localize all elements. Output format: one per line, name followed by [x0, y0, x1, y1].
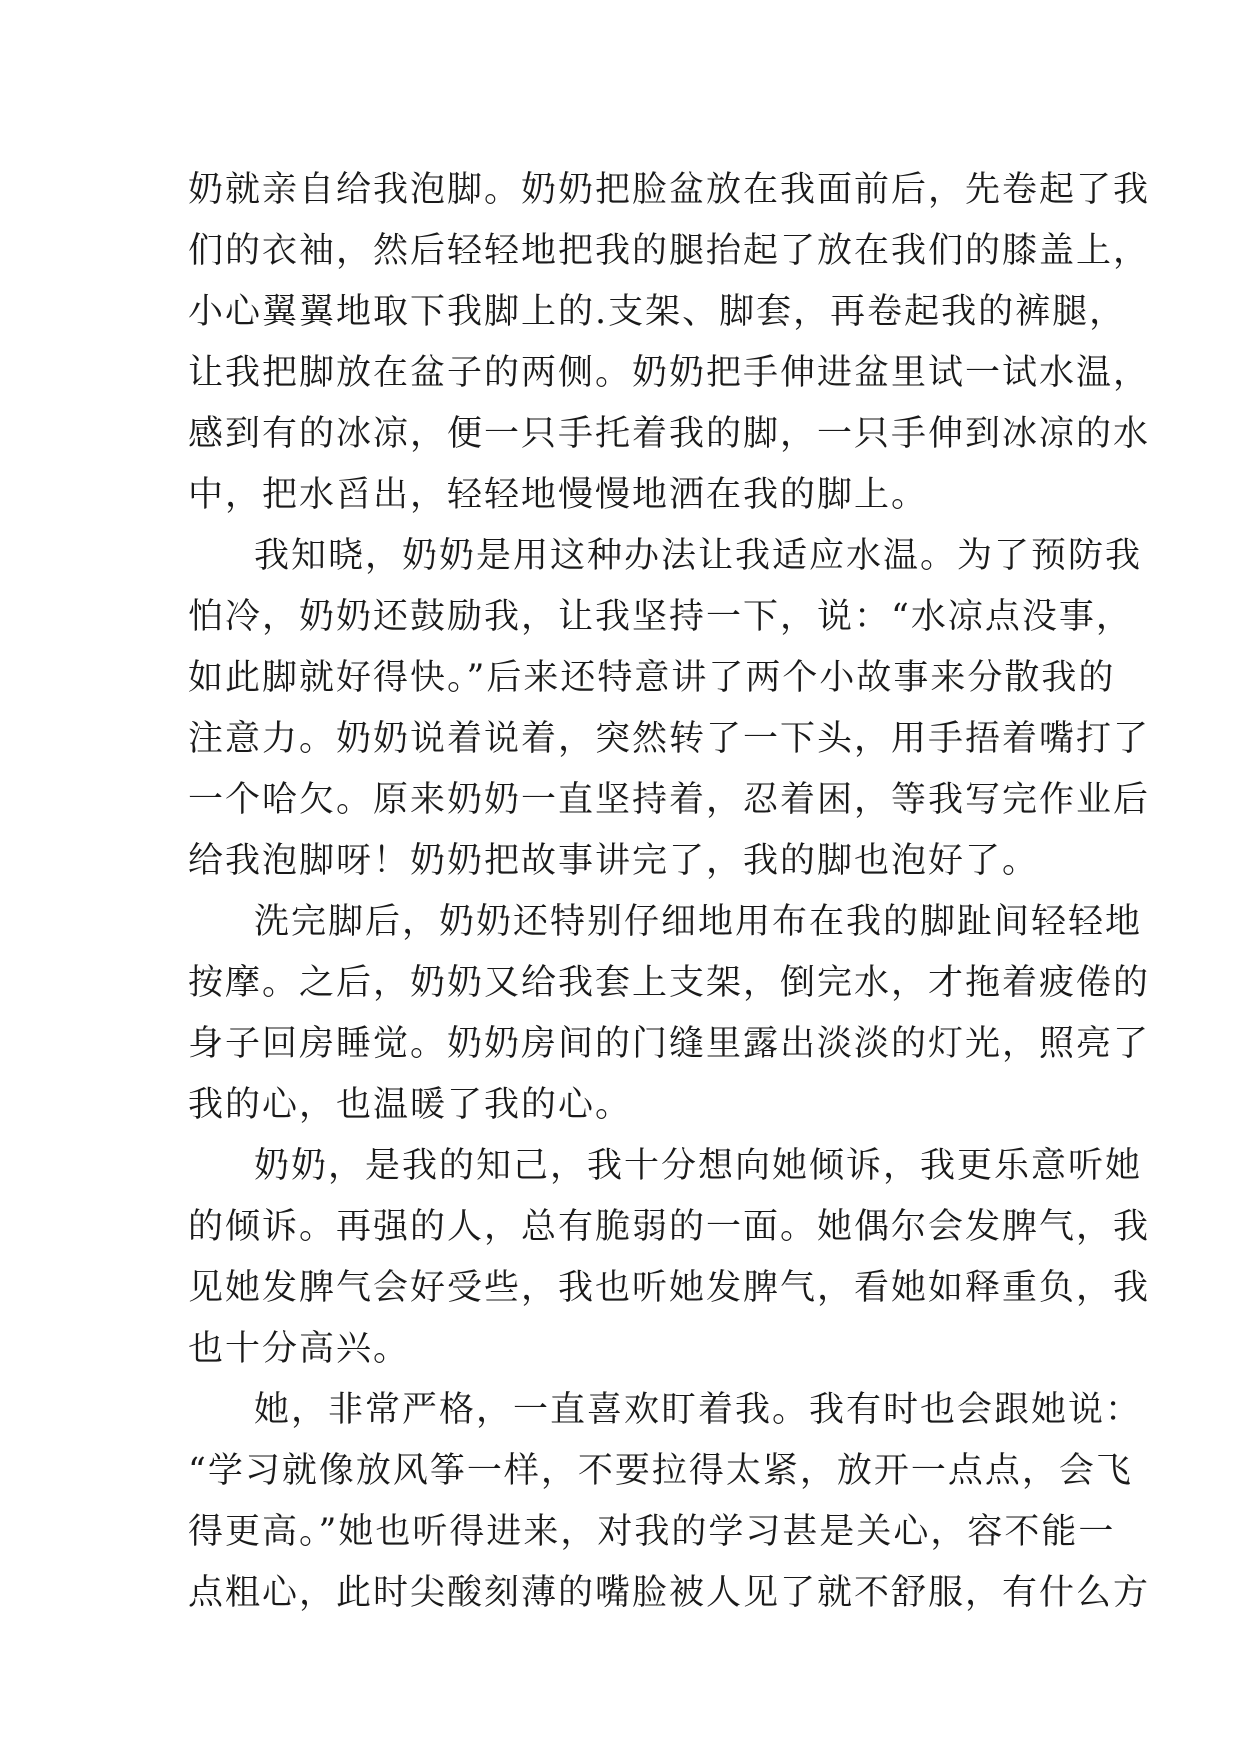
- text-line: 怕冷，奶奶还鼓励我，让我坚持一下，说：“水凉点没事，: [188, 597, 1133, 637]
- text-line: 我的心，也温暖了我的心。: [188, 1085, 633, 1125]
- paragraph-first-line: 奶奶，是我的知己，我十分想向她倾诉，我更乐意听她: [254, 1146, 1143, 1186]
- text-line: 感到有的冰凉，便一只手托着我的脚，一只手伸到冰凉的水: [188, 414, 1151, 454]
- paragraph-first-line: 她，非常严格，一直喜欢盯着我。我有时也会跟她说：: [254, 1390, 1143, 1430]
- document-page: [188, 160, 1151, 1624]
- text-line: 也十分高兴。: [188, 1329, 411, 1369]
- text-line: 小心翼翼地取下我脚上的.支架、脚套，再卷起我的裤腿，: [188, 292, 1127, 332]
- text-line: 得更高。”她也听得进来，对我的学习甚是关心，容不能一: [188, 1512, 1116, 1552]
- paragraph-first-line: 洗完脚后，奶奶还特别仔细地用布在我的脚趾间轻轻地: [254, 902, 1143, 942]
- text-line: 给我泡脚呀！奶奶把故事讲完了，我的脚也泡好了。: [188, 841, 1040, 881]
- text-line: 让我把脚放在盆子的两侧。奶奶把手伸进盆里试一试水温，: [188, 353, 1151, 393]
- text-line: 身子回房睡觉。奶奶房间的门缝里露出淡淡的灯光，照亮了: [188, 1024, 1151, 1064]
- text-line: 点粗心，此时尖酸刻薄的嘴脸被人见了就不舒服，有什么方: [188, 1573, 1151, 1613]
- text-line: “学习就像放风筝一样，不要拉得太紧，放开一点点，会飞: [188, 1451, 1133, 1491]
- text-line: 们的衣袖，然后轻轻地把我的腿抬起了放在我们的膝盖上，: [188, 231, 1151, 271]
- text-line: 一个哈欠。原来奶奶一直坚持着，忍着困，等我写完作业后: [188, 780, 1151, 820]
- text-line: 见她发脾气会好受些，我也听她发脾气，看她如释重负，我: [188, 1268, 1151, 1308]
- text-line: 中，把水舀出，轻轻地慢慢地洒在我的脚上。: [188, 475, 929, 515]
- text-line: 按摩。之后，奶奶又给我套上支架，倒完水，才拖着疲倦的: [188, 963, 1151, 1003]
- text-line: 的倾诉。再强的人，总有脆弱的一面。她偶尔会发脾气，我: [188, 1207, 1151, 1247]
- text-line: 注意力。奶奶说着说着，突然转了一下头，用手捂着嘴打了: [188, 719, 1151, 759]
- paragraph-first-line: 我知晓，奶奶是用这种办法让我适应水温。为了预防我: [254, 536, 1143, 576]
- text-line: 如此脚就好得快。”后来还特意讲了两个小故事来分散我的: [188, 658, 1116, 698]
- text-line: 奶就亲自给我泡脚。奶奶把脸盆放在我面前后，先卷起了我: [188, 170, 1151, 210]
